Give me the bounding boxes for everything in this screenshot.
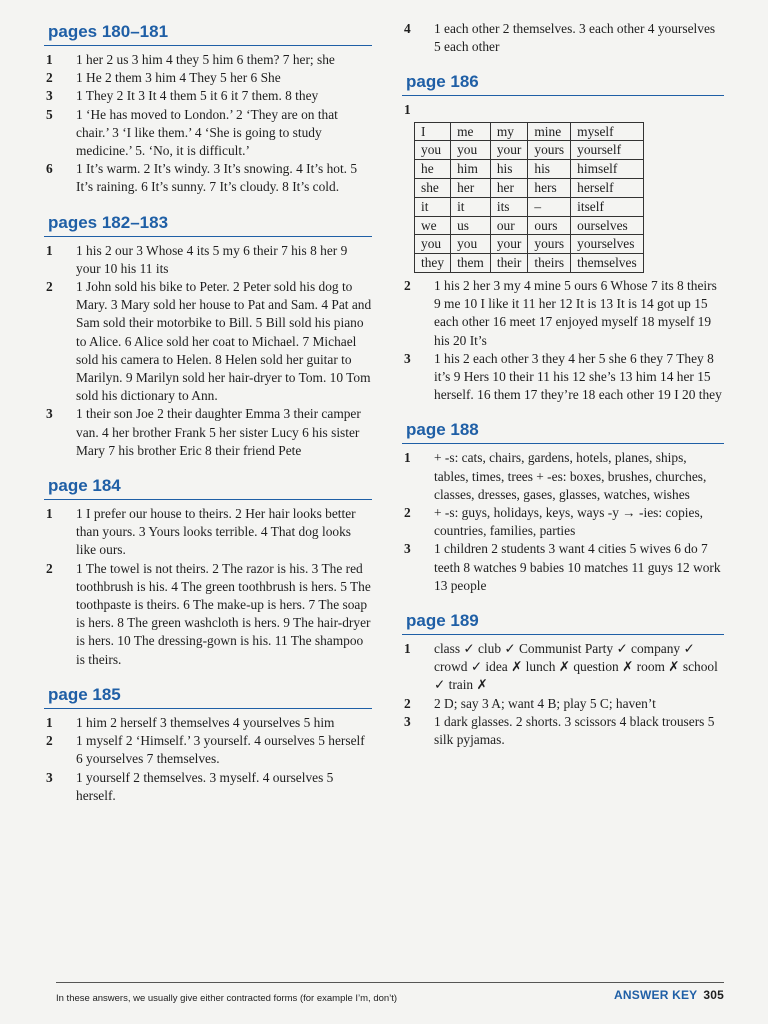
pronoun-cell: our xyxy=(490,216,528,235)
pronoun-cell: herself xyxy=(571,179,644,198)
section-heading: page 184 xyxy=(44,474,372,500)
exercise-number: 3 xyxy=(404,541,411,557)
exercise xyxy=(44,505,372,560)
exercise-number: 1 xyxy=(46,506,53,522)
marked-word: question ✗ xyxy=(573,659,633,674)
section-page-186 xyxy=(402,70,724,404)
pronoun-row xyxy=(415,122,644,141)
section-heading: page 185 xyxy=(44,683,372,709)
exercise xyxy=(44,732,372,768)
exercise-answers: 1 her 2 us 3 him 4 they 5 him 6 them? 7 her; she xyxy=(76,52,335,67)
exercise-number: 2 xyxy=(46,70,53,86)
exercise-answers: 1 their son Joe 2 their daughter Emma 3 their camper van. 4 her brother Frank 5 her sister Lucy 6 his sister Mary 7 his brother Eric 8 their friend Pete xyxy=(76,406,361,458)
pronoun-cell: they xyxy=(415,254,451,273)
section-pages-180-181 xyxy=(44,20,372,197)
exercise-answers: 1 ‘He has moved to London.’ 2 ‘They are on that chair.’ 3 ‘I like them.’ 4 ‘She is going to study medicine.’ 5. ‘No, it is difficult.’ xyxy=(76,106,338,159)
footer-note: In these answers, we usually give either contracted forms (for example I’m, don’t) xyxy=(56,993,398,1003)
exercise xyxy=(402,713,724,749)
exercise-answers: 1 his 2 our 3 Whose 4 its 5 my 6 their 7 his 8 her 9 your 10 his 11 its xyxy=(76,242,348,276)
exercise xyxy=(402,540,724,595)
exercise-number: 1 xyxy=(46,714,53,730)
exercise xyxy=(44,714,372,732)
pronoun-cell: ourselves xyxy=(571,216,644,235)
pronoun-cell: your xyxy=(490,235,528,254)
exercise-number: 1 xyxy=(404,641,411,657)
marked-word: lunch ✗ xyxy=(526,659,570,674)
pronoun-cell: mine xyxy=(528,122,571,141)
exercise-number: 3 xyxy=(46,769,53,785)
section-label: ANSWER KEY xyxy=(614,988,698,1002)
pronoun-cell: her xyxy=(490,179,528,198)
pronoun-row xyxy=(415,160,644,179)
marked-word: club ✓ xyxy=(478,641,516,656)
exercise-number: 2 xyxy=(46,560,53,576)
exercise-answers: 1 John sold his bike to Peter. 2 Peter sold his dog to Mary. 3 Mary sold her house to Pat and Sam. 4 Pat and Sam sold their motorbike to Bill. 5 Bill sold his piano to Alice. 6 Alice sold her coat to Michael. 7 Michael sold his camera to Helen. 8 Helen sold her guitar to Marilyn. 9 Marilyn sold her hair-dryer to Tom. 10 Tom sold his dictionary to Ann. xyxy=(76,279,372,404)
exercise-number: 3 xyxy=(404,713,411,729)
pronoun-cell: hers xyxy=(528,179,571,198)
pronoun-cell: them xyxy=(451,254,491,273)
pronoun-row xyxy=(415,179,644,198)
marked-word: idea ✗ xyxy=(485,659,522,674)
pronoun-cell: their xyxy=(490,254,528,273)
footer-rule xyxy=(56,982,724,983)
exercise-number: 1 xyxy=(404,102,411,118)
exercise-answers: 1 It’s warm. 2 It’s windy. 3 It’s snowing. 4 It’s hot. 5 It’s raining. 6 It’s sunny. 7 It’s cloudy. 8 It’s cold. xyxy=(76,161,358,195)
exercise-answers: 1 myself 2 ‘Himself.’ 3 yourself. 4 ourselves 5 herself 6 yourselves 7 themselves. xyxy=(76,733,365,767)
pronoun-table xyxy=(414,122,644,273)
section-page-188 xyxy=(402,418,724,595)
exercise-number: 3 xyxy=(404,350,411,366)
pronoun-cell: itself xyxy=(571,197,644,216)
pronoun-cell: his xyxy=(528,160,571,179)
exercise-number: 2 xyxy=(404,695,411,711)
exercise xyxy=(44,106,372,161)
pronoun-cell: myself xyxy=(571,122,644,141)
exercise-answers: 1 him 2 herself 3 themselves 4 yourselves 5 him xyxy=(76,714,335,730)
exercise xyxy=(44,51,372,69)
marked-word: train ✗ xyxy=(449,677,488,692)
exercise-answers: + -s: guys, holidays, keys, ways -y → -ies: copies, countries, families, parties xyxy=(434,505,704,539)
pronoun-cell: he xyxy=(415,160,451,179)
pronoun-row xyxy=(415,141,644,160)
exercise xyxy=(44,405,372,460)
pronoun-cell: it xyxy=(415,197,451,216)
section-pages-182-183 xyxy=(44,211,372,460)
exercise xyxy=(402,101,724,119)
exercise xyxy=(402,277,724,350)
exercise xyxy=(44,769,372,805)
footer-label xyxy=(614,988,724,1002)
pronoun-cell: you xyxy=(451,235,491,254)
exercise-number: 2 xyxy=(46,279,53,295)
exercise xyxy=(402,504,724,540)
exercise-answers: 1 The towel is not theirs. 2 The razor is his. 3 The red toothbrush is his. 4 The green toothbrush is hers. 5 The toothpaste is theirs. 6 The make-up is hers. 7 The soap is hers. 8 The green washcloth is hers. 9 The hair-dryer is hers. 10 The dressing-gown is his. 11 The shampoo is theirs. xyxy=(76,560,371,667)
marked-word: school ✓ xyxy=(434,659,718,692)
pronoun-cell: you xyxy=(415,141,451,160)
marked-word: company ✓ xyxy=(631,641,695,656)
pronoun-cell: your xyxy=(490,141,528,160)
exercise xyxy=(44,69,372,87)
exercise xyxy=(402,20,724,56)
pronoun-cell: – xyxy=(528,197,571,216)
exercise xyxy=(44,242,372,278)
pronoun-cell: him xyxy=(451,160,491,179)
exercise xyxy=(44,278,372,405)
section-heading: pages 182–183 xyxy=(44,211,372,237)
pronoun-row xyxy=(415,216,644,235)
exercise xyxy=(44,87,372,105)
exercise-answers: 1 He 2 them 3 him 4 They 5 her 6 She xyxy=(76,70,281,86)
exercise-number: 1 xyxy=(46,52,53,67)
exercise-answers: + -s: cats, chairs, gardens, hotels, planes, ships, tables, times, trees + -es: boxes, brushes, churches, classes, dresses, gases, glasses, watches, wishes xyxy=(434,450,707,502)
exercise-answers: 1 children 2 students 3 want 4 cities 5 wives 6 do 7 teeth 8 watches 9 babies 10 matches 11 guys 12 work 13 people xyxy=(434,541,721,593)
exercise xyxy=(44,160,372,196)
exercise-number: 2 xyxy=(46,733,53,749)
exercise-answers: 2 D; say 3 A; want 4 B; play 5 C; haven’t xyxy=(434,695,656,711)
pronoun-row xyxy=(415,254,644,273)
exercise xyxy=(402,350,724,405)
pronoun-cell: theirs xyxy=(528,254,571,273)
pronoun-cell: my xyxy=(490,122,528,141)
pronoun-cell: you xyxy=(451,141,491,160)
exercise-answers: 1 I prefer our house to theirs. 2 Her hair looks better than yours. 3 Yours looks terrible. 4 That dog looks like ours. xyxy=(76,506,356,558)
exercise-number: 4 xyxy=(404,21,411,36)
page-number: 305 xyxy=(703,988,724,1002)
marked-word: class ✓ xyxy=(434,641,475,656)
pronoun-cell: ours xyxy=(528,216,571,235)
pronoun-cell: his xyxy=(490,160,528,179)
left-column xyxy=(44,20,372,819)
pronoun-cell: me xyxy=(451,122,491,141)
pronoun-cell: yourself xyxy=(571,141,644,160)
section-page-184 xyxy=(44,474,372,669)
pronoun-cell: yours xyxy=(528,141,571,160)
pronoun-cell: I xyxy=(415,122,451,141)
section-page-185 xyxy=(44,683,372,805)
pronoun-cell: yourselves xyxy=(571,235,644,254)
countable-marks xyxy=(434,640,724,695)
exercise-number: 3 xyxy=(46,406,53,422)
pronoun-row xyxy=(415,235,644,254)
exercise-number: 2 xyxy=(404,277,411,293)
exercise-answers: 1 dark glasses. 2 shorts. 3 scissors 4 black trousers 5 silk pyjamas. xyxy=(434,713,715,748)
marked-word: crowd ✓ xyxy=(434,659,482,674)
right-column xyxy=(402,20,724,763)
pronoun-row xyxy=(415,197,644,216)
exercise-answers: 1 They 2 It 3 It 4 them 5 it 6 it 7 them. 8 they xyxy=(76,88,319,104)
exercise-number: 5 xyxy=(46,106,53,122)
pronoun-cell: you xyxy=(415,235,451,254)
exercise-number: 1 xyxy=(46,242,53,258)
exercise xyxy=(402,695,724,713)
pronoun-cell: its xyxy=(490,197,528,216)
pronoun-cell: himself xyxy=(571,160,644,179)
pronoun-cell: yours xyxy=(528,235,571,254)
exercise-answers: 1 his 2 her 3 my 4 mine 5 ours 6 Whose 7 its 8 theirs 9 me 10 I like it 11 her 12 It is 13 It is 14 got up 15 each other 16 meet 17 enjoyed myself 18 myself 19 his 20 It’s xyxy=(434,277,717,348)
exercise-answers: 1 each other 2 themselves. 3 each other 4 yourselves 5 each other xyxy=(434,21,716,55)
section-heading: page 188 xyxy=(402,418,724,444)
pronoun-cell: us xyxy=(451,216,491,235)
pronoun-cell: it xyxy=(451,197,491,216)
section-heading: page 186 xyxy=(402,70,724,96)
section-page-185-continued xyxy=(402,20,724,56)
pronoun-cell: we xyxy=(415,216,451,235)
section-heading: pages 180–181 xyxy=(44,20,372,46)
exercise-answers: 1 yourself 2 themselves. 3 myself. 4 ourselves 5 herself. xyxy=(76,769,334,803)
exercise xyxy=(402,449,724,504)
exercise xyxy=(44,560,372,669)
exercise-number: 3 xyxy=(46,88,53,104)
section-heading: page 189 xyxy=(402,609,724,635)
pronoun-table-body xyxy=(415,122,644,272)
pronoun-cell: themselves xyxy=(571,254,644,273)
marked-word: Communist Party ✓ xyxy=(519,641,628,656)
exercise xyxy=(402,640,724,695)
pronoun-cell: her xyxy=(451,179,491,198)
exercise-number: 2 xyxy=(404,505,411,521)
exercise-answers: 1 his 2 each other 3 they 4 her 5 she 6 they 7 They 8 it’s 9 Hers 10 their 11 his 12 she’s 13 him 14 her 15 herself. 16 them 17 they’re 18 each other 19 I 20 they xyxy=(434,350,722,403)
exercise-number: 6 xyxy=(46,161,53,177)
exercise-number: 1 xyxy=(404,450,411,466)
marked-word: room ✗ xyxy=(637,659,680,674)
pronoun-cell: she xyxy=(415,179,451,198)
section-page-189 xyxy=(402,609,724,749)
